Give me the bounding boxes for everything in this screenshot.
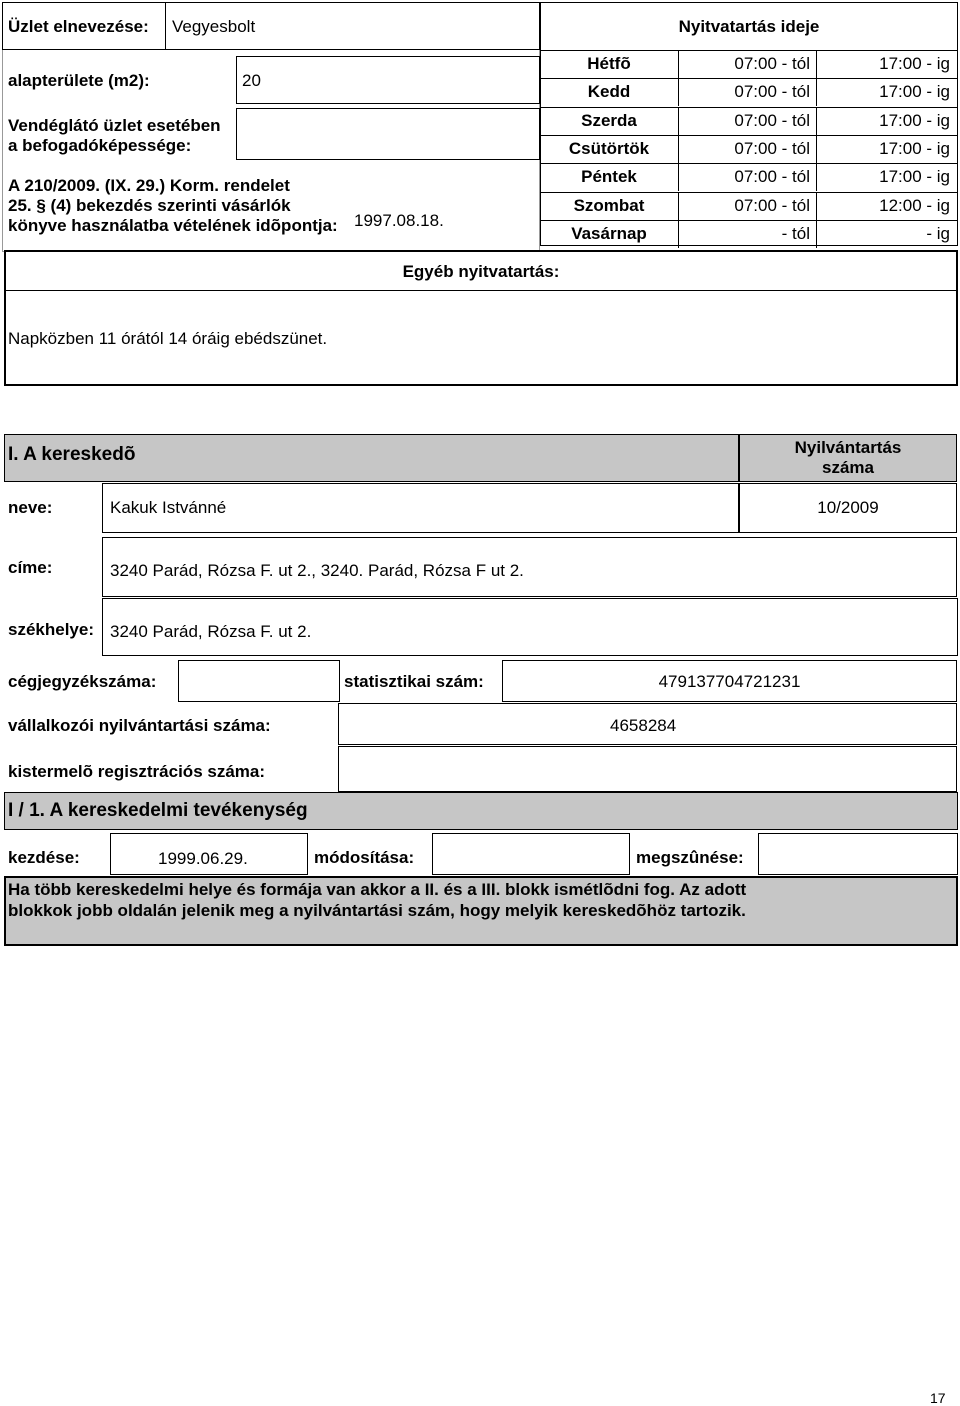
other-opening-label: Egyéb nyitvatartás: xyxy=(402,262,560,281)
registry-number-value: 10/2009 xyxy=(817,498,879,517)
opening-col-divider xyxy=(678,220,679,248)
day-name: Szombat xyxy=(573,195,645,215)
opening-col-divider xyxy=(816,192,817,220)
area-label: alapterülete (m2): xyxy=(8,71,150,90)
activity-mod-label: módosítása: xyxy=(314,848,415,867)
activity-start-value: 1999.06.29. xyxy=(158,849,248,868)
opening-col-divider xyxy=(678,192,679,220)
opening-col-divider xyxy=(678,78,679,106)
day-from: 07:00 - tól xyxy=(734,138,810,158)
register-value: 1997.08.18. xyxy=(354,211,444,230)
opening-col-divider xyxy=(816,78,817,106)
merchant-section-title: I. A kereskedõ xyxy=(8,444,136,465)
registry-number-header-1: Nyilvántartás xyxy=(794,438,902,457)
activity-note: Ha több kereskedelmi helye és formája van akkor a II. és a III. blokk ismétlõdni fog. Az adott blokkok jobb oldalán jelenik meg a nyilvántartási szám, hogy melyik kereskedõhöz tartozik. xyxy=(8,880,747,920)
day-name: Csütörtök xyxy=(568,138,650,158)
day-from: 07:00 - tól xyxy=(734,195,810,215)
opening-col-divider xyxy=(816,135,817,163)
activity-start-label: kezdése: xyxy=(8,848,80,867)
shop-name-value: Vegyesbolt xyxy=(172,17,256,36)
other-opening-value: Napközben 11 órától 14 óráig ebédszünet. xyxy=(8,329,328,348)
merchant-name-label: neve: xyxy=(8,498,53,517)
register-label-2: 25. § (4) bekezdés szerinti vásárlók xyxy=(8,196,291,215)
day-name: Szerda xyxy=(581,110,637,130)
day-from: 07:00 - tól xyxy=(734,110,810,130)
day-name: Vasárnap xyxy=(571,223,647,243)
register-label-3: könyve használatba vételének idõpontja: xyxy=(8,216,338,235)
activity-section-title: I / 1. A kereskedelmi tevékenység xyxy=(8,800,308,821)
opening-hours-title: Nyitvatartás ideje xyxy=(678,17,820,36)
opening-col-divider xyxy=(816,107,817,135)
company-reg-cell xyxy=(178,660,340,702)
seat-value: 3240 Parád, Rózsa F. ut 2. xyxy=(110,622,312,641)
opening-col-divider xyxy=(816,50,817,78)
day-from: - tól xyxy=(781,223,810,243)
day-from: 07:00 - tól xyxy=(734,54,810,73)
register-label-1: A 210/2009. (IX. 29.) Korm. rendelet xyxy=(8,176,290,195)
other-opening-header-divider xyxy=(6,290,956,291)
opening-col-divider xyxy=(816,220,817,248)
entrepreneur-value: 4658284 xyxy=(610,716,677,735)
opening-col-divider xyxy=(678,50,679,78)
day-from: 07:00 - tól xyxy=(734,82,810,102)
seat-label: székhelye: xyxy=(8,620,94,639)
day-to: 17:00 - ig xyxy=(879,138,950,158)
company-reg-label: cégjegyzékszáma: xyxy=(8,672,157,691)
day-to: 17:00 - ig xyxy=(879,110,950,130)
stat-label: statisztikai szám: xyxy=(344,672,484,691)
day-to: - ig xyxy=(926,223,950,243)
day-name: Hétfõ xyxy=(587,54,631,73)
activity-end-cell xyxy=(758,833,958,875)
entrepreneur-label: vállalkozói nyilvántartási száma: xyxy=(8,716,271,735)
opening-col-divider xyxy=(678,163,679,191)
registry-number-header-2: száma xyxy=(822,458,874,477)
address-label: címe: xyxy=(8,558,53,577)
capacity-label-2: a befogadóképessége: xyxy=(8,136,192,155)
producer-cell xyxy=(338,746,957,792)
page-number: 17 xyxy=(930,1390,946,1406)
area-value-cell xyxy=(236,56,540,104)
day-name: Kedd xyxy=(587,82,631,102)
day-to: 17:00 - ig xyxy=(879,167,950,187)
day-name: Péntek xyxy=(581,167,637,187)
activity-end-label: megszûnése: xyxy=(636,848,744,867)
merchant-name-value: Kakuk Istvánné xyxy=(110,498,227,517)
producer-label: kistermelõ regisztrációs száma: xyxy=(8,762,266,781)
opening-col-divider xyxy=(816,163,817,191)
activity-mod-cell xyxy=(432,833,630,875)
address-value: 3240 Parád, Rózsa F. ut 2., 3240. Parád, Rózsa F ut 2. xyxy=(110,561,524,580)
opening-col-divider xyxy=(678,107,679,135)
day-to: 12:00 - ig xyxy=(879,195,950,215)
capacity-value-cell xyxy=(236,108,540,160)
stat-value: 479137704721231 xyxy=(658,672,801,691)
day-to: 17:00 - ig xyxy=(879,82,950,102)
day-to: 17:00 - ig xyxy=(879,54,950,73)
shop-name-label: Üzlet elnevezése: xyxy=(8,17,149,36)
capacity-label-1: Vendéglátó üzlet esetében xyxy=(8,116,221,135)
day-from: 07:00 - tól xyxy=(734,167,810,187)
area-value: 20 xyxy=(242,71,261,90)
opening-col-divider xyxy=(678,135,679,163)
